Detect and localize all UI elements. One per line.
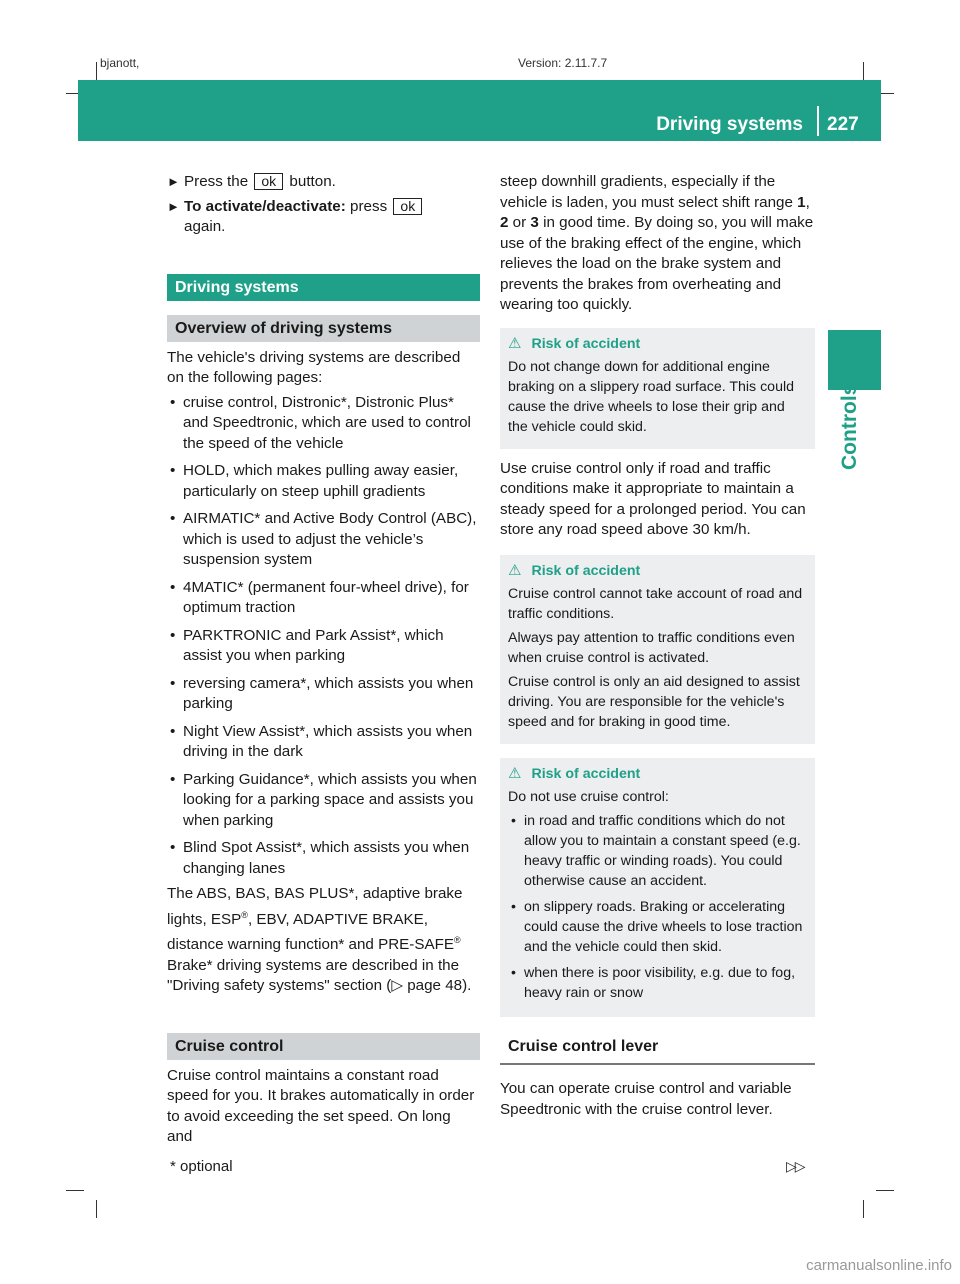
instruction-step: ► To activate/deactivate: press ok again. xyxy=(167,197,480,238)
list-item: • AIRMATIC* and Active Body Control (ABC), which is used to adjust the vehicle’s suspension system xyxy=(167,509,480,571)
page-reference-link[interactable]: page 48). xyxy=(403,977,472,995)
crop-mark xyxy=(66,1190,84,1191)
warning-box xyxy=(500,555,815,744)
continue-arrow-icon: ▷▷ xyxy=(786,1158,804,1174)
ok-key-icon: ok xyxy=(393,198,422,215)
crop-mark xyxy=(863,1200,864,1218)
list-item: • 4MATIC* (permanent four-wheel drive), for optimum traction xyxy=(167,578,480,619)
warning-text: Cruise control is only an aid designed to assist driving. You are responsible for the vehicle's speed and for braking in good time. xyxy=(508,673,800,730)
side-tab xyxy=(828,330,881,390)
subsection-heading: Cruise control xyxy=(167,1033,480,1060)
side-section-label: Controls xyxy=(838,383,861,470)
subsection-heading: Cruise control lever xyxy=(500,1037,815,1066)
downhill-paragraph: steep downhill gradients, especially if the vehicle is laden, you must select shift range 1, 2 or 3 in good time. By doing so, you will make use of the braking effect of the engine, which relieves the load on the brake system and prevents the brakes from overheating and wearing too quickly. xyxy=(500,173,814,313)
warning-text: Cruise control cannot take account of road and traffic conditions. xyxy=(508,585,803,622)
header-separator xyxy=(817,106,819,136)
warning-triangle-icon: ⚠ xyxy=(508,334,522,352)
list-item: • when there is poor visibility, e.g. due to fog, heavy rain or snow xyxy=(508,963,807,1003)
warning-box xyxy=(500,758,815,1017)
list-item: • Parking Guidance*, which assists you when looking for a parking space and assists you when parking xyxy=(167,770,480,832)
page-ref-arrow-icon: ▷ xyxy=(391,977,403,995)
list-item: • PARKTRONIC and Park Assist*, which assist you when parking xyxy=(167,626,480,667)
list-item: • on slippery roads. Braking or accelerating could cause the drive wheels to lose traction and the vehicle could then skid. xyxy=(508,897,807,957)
warning-list xyxy=(508,811,807,1003)
left-column xyxy=(167,172,480,1148)
warning-heading: ⚠ Risk of accident xyxy=(508,334,641,352)
watermark: carmanualsonline.info xyxy=(806,1257,952,1274)
warning-box xyxy=(500,328,815,449)
list-item: • cruise control, Distronic*, Distronic Plus* and Speedtronic, which are used to control the speed of the vehicle xyxy=(167,393,480,455)
step-arrow-icon: ► xyxy=(167,174,180,189)
warning-triangle-icon: ⚠ xyxy=(508,561,522,579)
cruise-usage-paragraph: Use cruise control only if road and traffic conditions make it appropriate to maintain a steady speed for a prolonged period. You can store any road speed above 30 km/h. xyxy=(500,459,806,538)
overview-list xyxy=(167,393,480,880)
list-item: • reversing camera*, which assists you when parking xyxy=(167,674,480,715)
footnote: * optional xyxy=(170,1158,233,1175)
crop-mark xyxy=(863,62,864,80)
crop-mark xyxy=(96,62,97,80)
warning-heading: ⚠ Risk of accident xyxy=(508,561,641,579)
step-arrow-icon: ► xyxy=(167,198,180,214)
warning-heading: ⚠ Risk of accident xyxy=(508,764,641,782)
list-item: • Blind Spot Assist*, which assists you when changing lanes xyxy=(167,838,480,879)
list-item: • HOLD, which makes pulling away easier, particularly on steep uphill gradients xyxy=(167,461,480,502)
overview-intro: The vehicle's driving systems are described on the following pages: xyxy=(167,348,461,386)
crop-mark xyxy=(96,1200,97,1218)
safety-systems-paragraph: The ABS, BAS, BAS PLUS*, adaptive brake lights, ESP®, EBV, ADAPTIVE BRAKE, distance warning function* and PRE-SAFE® Brake* driving systems are described in the "Driving safety systems" section (▷ page 48). xyxy=(167,885,472,995)
cruise-control-intro: Cruise control maintains a constant road speed for you. It brakes automatically in order to avoid exceeding the set speed. On long and xyxy=(167,1066,475,1146)
list-item: • Night View Assist*, which assists you when driving in the dark xyxy=(167,722,480,763)
print-meta-right: Version: 2.11.7.7 xyxy=(518,56,608,70)
page-header-title: Driving systems xyxy=(656,114,803,135)
page-number: 227 xyxy=(827,114,859,135)
warning-text: Always pay attention to traffic conditions even when cruise control is activated. xyxy=(508,629,795,666)
warning-triangle-icon: ⚠ xyxy=(508,764,522,782)
ok-key-icon: ok xyxy=(254,173,283,190)
warning-text: Do not use cruise control: xyxy=(508,788,669,805)
right-column xyxy=(500,172,815,1120)
instruction-step: ► Press the ok button. xyxy=(167,172,480,193)
warning-text: Do not change down for additional engine braking on a slippery road surface. This could cause the drive wheels to lose their grip and the vehicle could skid. xyxy=(508,358,795,435)
list-item: • in road and traffic conditions which do not allow you to maintain a constant speed (e.g. heavy traffic or winding roads). You could otherwise cause an accident. xyxy=(508,811,807,891)
print-meta-left: bjanott, xyxy=(100,56,140,70)
section-heading: Driving systems xyxy=(167,274,480,301)
lever-paragraph: You can operate cruise control and variable Speedtronic with the cruise control lever. xyxy=(500,1080,792,1118)
crop-mark xyxy=(876,1190,894,1191)
subsection-heading: Overview of driving systems xyxy=(167,315,480,342)
